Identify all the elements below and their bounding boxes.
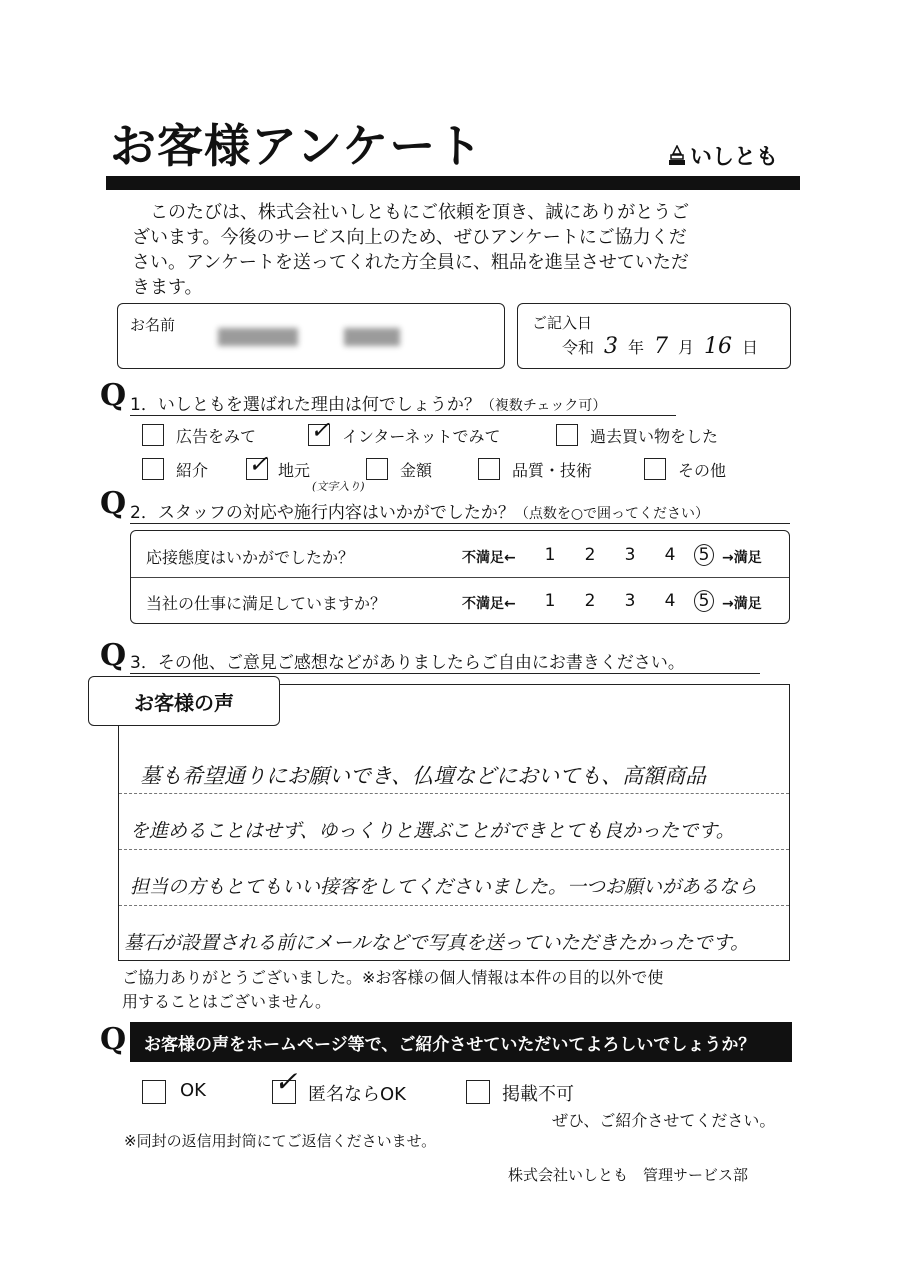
q2-mark: Q <box>100 486 127 521</box>
name-field[interactable] <box>117 303 505 369</box>
redacted-name <box>218 328 298 346</box>
month-unit: 月 <box>678 338 695 357</box>
checkbox-no-publish[interactable] <box>466 1080 490 1104</box>
rating-option[interactable]: 5 <box>698 545 710 565</box>
ruled-line <box>119 849 789 850</box>
checkbox-ok[interactable] <box>142 1080 166 1104</box>
return-note: ※同封の返信用封筒にてご返信くださいませ。 <box>124 1132 437 1150</box>
brand-name: いしとも <box>690 145 779 170</box>
rating-option[interactable]: 3 <box>624 591 636 611</box>
year-unit: 年 <box>628 338 645 357</box>
option-label: 広告をみて <box>176 427 257 446</box>
intro-line: このたびは、株式会社いしともにご依頼を頂き、誠にありがとうご <box>132 202 690 223</box>
rating-option[interactable]: 4 <box>664 591 676 611</box>
stone-logo-icon <box>668 145 686 167</box>
handwritten-line: 担当の方もとてもいい接客をしてくださいました。一つお願いがあるなら <box>130 876 758 898</box>
option-label: 掲載不可 <box>502 1084 574 1105</box>
rating-option[interactable]: 2 <box>584 591 596 611</box>
era-label: 令和 <box>562 338 595 357</box>
q3-mark: Q <box>100 638 127 673</box>
scale-high-label: →満足 <box>722 596 762 612</box>
q1-question <box>130 390 676 416</box>
month-value: 7 <box>654 334 669 359</box>
name-label: お名前 <box>130 316 176 334</box>
rating-option[interactable]: 1 <box>544 545 556 565</box>
check-mark: ✓ <box>310 416 331 444</box>
rating-question: 当社の仕事に満足していますか？ <box>146 594 387 613</box>
option-label: 地元 <box>278 461 311 480</box>
day-unit: 日 <box>742 338 759 357</box>
q2-question <box>130 498 790 524</box>
q1-text: 1．いしともを選ばれた理由は何でしょうか？ <box>130 395 481 415</box>
handwritten-note: (文字入り) <box>312 480 365 493</box>
rating-option[interactable]: 3 <box>624 545 636 565</box>
q3-question: 3．その他、ご意見ご感想などがありましたらご自由にお書きください。 <box>130 648 760 674</box>
voice-label: お客様の声 <box>88 676 280 726</box>
rating-option[interactable]: 2 <box>584 545 596 565</box>
checkbox-referral[interactable] <box>142 458 164 480</box>
header-rule <box>106 176 800 190</box>
checkbox-quality[interactable] <box>478 458 500 480</box>
handwritten-line: 墓も希望通りにお願いでき、仏壇などにおいても、高額商品 <box>140 764 707 788</box>
company-name: 株式会社いしとも 管理サービス部 <box>508 1166 749 1184</box>
date-label: ご記入日 <box>532 314 593 332</box>
day-value: 16 <box>704 334 733 359</box>
check-mark: ✓ <box>248 450 269 478</box>
check-mark: ✓ <box>274 1065 298 1098</box>
q1-note: （複数チェック可） <box>480 398 607 414</box>
scale-low-label: 不満足← <box>462 596 516 612</box>
privacy-line: 用することはございません。 <box>122 992 331 1011</box>
handwritten-line: 墓石が設置される前にメールなどで写真を送っていただきたかったです。 <box>124 932 750 954</box>
ruled-line <box>119 905 789 906</box>
checkbox-price[interactable] <box>366 458 388 480</box>
request-note: ぜひ、ご紹介させてください。 <box>552 1111 776 1130</box>
rating-option[interactable]: 1 <box>544 591 556 611</box>
intro-line: きます。 <box>132 277 203 298</box>
scale-low-label: 不満足← <box>462 550 516 566</box>
rating-question: 応接態度はいかがでしたか？ <box>146 548 355 567</box>
option-label: インターネットでみて <box>342 427 501 446</box>
year-value: 3 <box>604 334 619 359</box>
option-label: 過去買い物をした <box>590 427 719 446</box>
checkbox-ad[interactable] <box>142 424 164 446</box>
option-label: 匿名ならOK <box>308 1084 406 1105</box>
option-label: その他 <box>678 461 727 480</box>
privacy-note <box>122 966 663 1014</box>
option-label: OK <box>180 1080 206 1101</box>
q4-question: お客様の声をホームページ等で、ご紹介させていただいてよろしいでしょうか？ <box>130 1022 792 1062</box>
q2-note: （点数を○で囲ってください） <box>514 506 710 522</box>
scale-high-label: →満足 <box>722 550 762 566</box>
date-value <box>562 334 758 359</box>
option-label: 品質・技術 <box>512 461 593 480</box>
rating-option[interactable]: 4 <box>664 545 676 565</box>
date-field[interactable] <box>517 303 791 369</box>
q1-mark: Q <box>100 378 127 413</box>
row-divider <box>131 577 789 578</box>
ruled-line <box>119 793 789 794</box>
intro-line: さい。アンケートを送ってくれた方全員に、粗品を進呈させていただ <box>132 252 689 273</box>
redacted-name <box>344 328 400 346</box>
q4-mark: Q <box>100 1022 127 1057</box>
rating-option[interactable]: 5 <box>698 591 710 611</box>
intro-line: ざいます。今後のサービス向上のため、ぜひアンケートにご協力くだ <box>132 227 687 248</box>
privacy-line: ご協力ありがとうございました。※お客様の個人情報は本件の目的以外で使 <box>122 968 664 987</box>
intro-paragraph <box>132 200 792 300</box>
option-label: 金額 <box>400 461 433 480</box>
checkbox-past-purchase[interactable] <box>556 424 578 446</box>
handwritten-line: を進めることはせず、ゆっくりと選ぶことができとても良かったです。 <box>130 820 735 842</box>
checkbox-other[interactable] <box>644 458 666 480</box>
q2-text: 2．スタッフの対応や施行内容はいかがでしたか？ <box>130 503 515 523</box>
page-title: お客様アンケート <box>110 119 484 173</box>
option-label: 紹介 <box>176 461 209 480</box>
brand-logo <box>668 140 778 171</box>
